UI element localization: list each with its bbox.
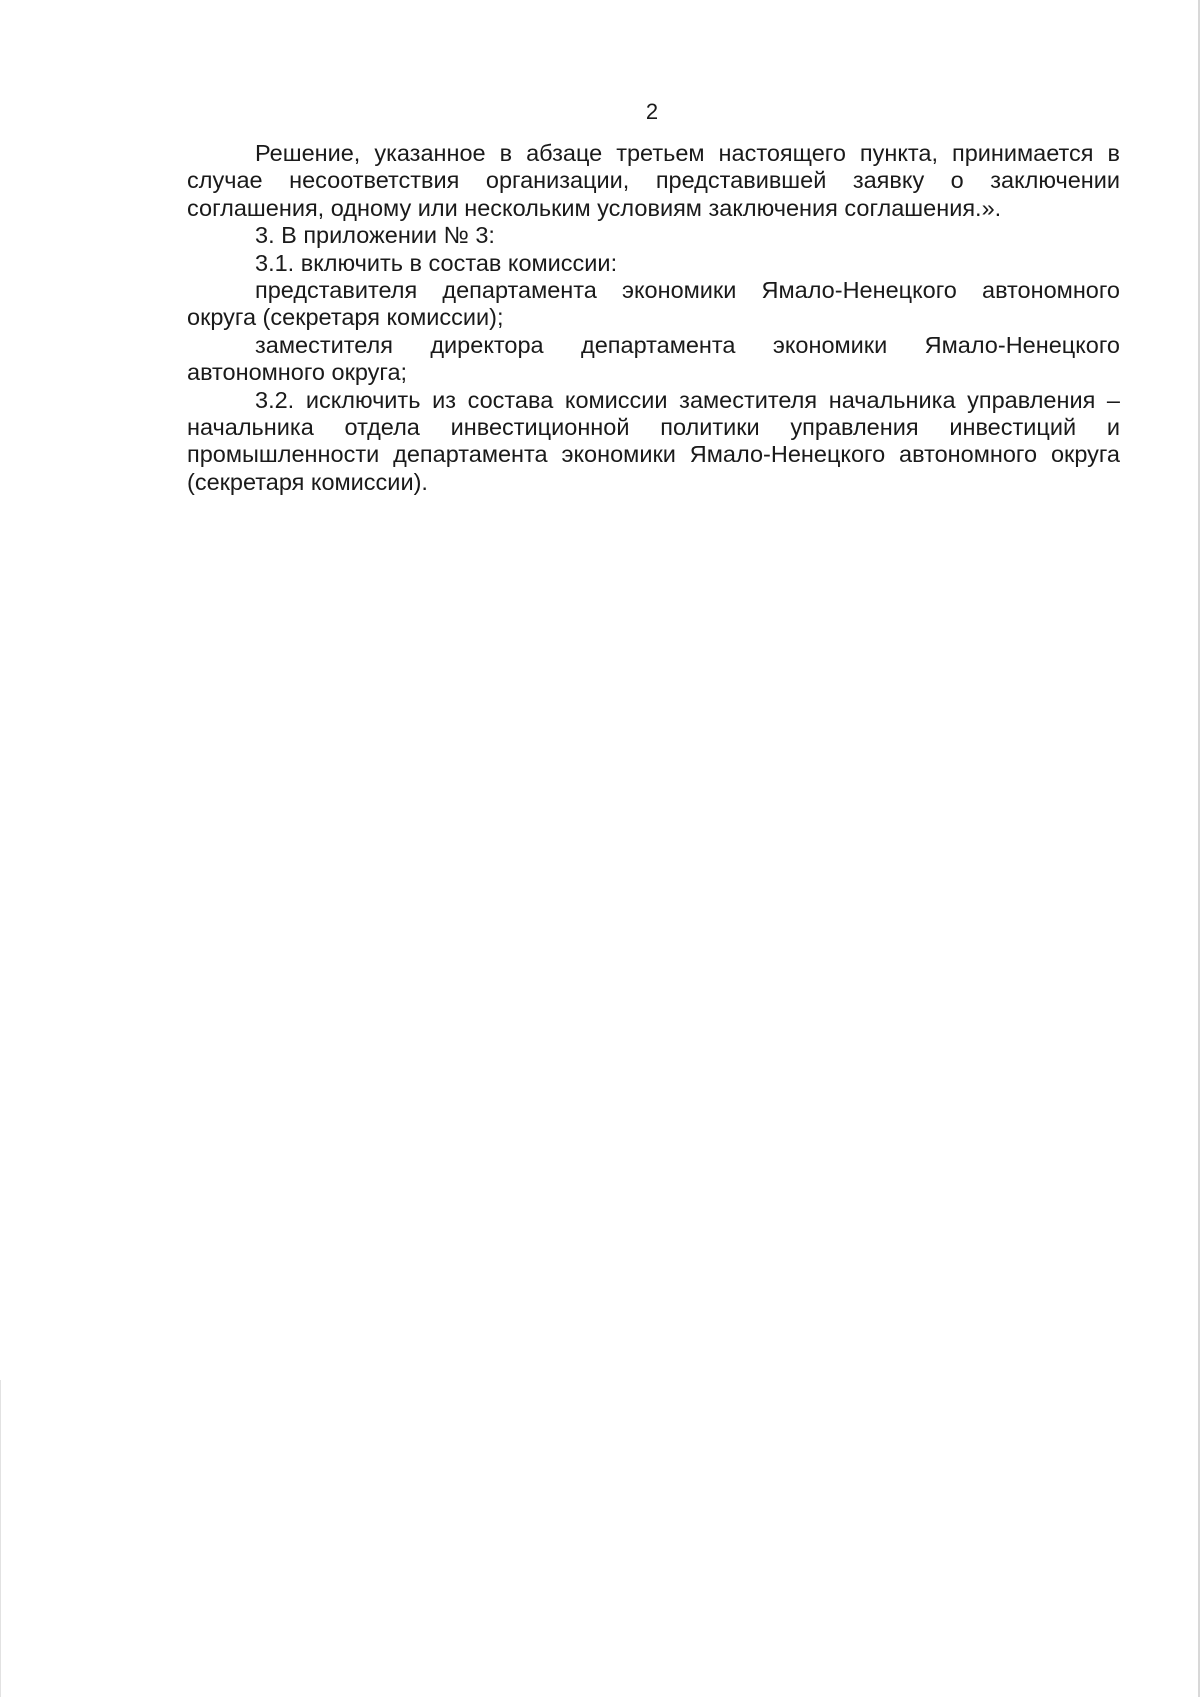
paragraph-decision: Решение, указанное в абзаце третьем настоящего пункта, принимается в случае несоответствия организации, представившей заявку о заключении соглашения, одному или нескольким условиям заключения соглашения.». (187, 140, 1120, 221)
paragraph-representative: представителя департамента экономики Ямало-Ненецкого автономного округа (секретаря комиссии); (187, 277, 1120, 331)
scan-edge-left (0, 1380, 1, 1697)
paragraph-appendix-3: 3. В приложении № 3: (255, 222, 495, 249)
document-body (187, 140, 1120, 496)
paragraph-deputy-director: заместителя директора департамента экономики Ямало-Ненецкого автономного округа; (187, 331, 1120, 386)
paragraph-3-1: 3.1. включить в состав комиссии: (255, 249, 618, 276)
paragraph-3-2: 3.2. исключить из состава комиссии заместителя начальника управления – начальника отдела инвестиционной политики управления инвестиций и промышленности департамента экономики Ямало-Ненецкого автономного округа (секретаря комиссии). (187, 386, 1120, 495)
page-number: 2 (645, 99, 659, 124)
